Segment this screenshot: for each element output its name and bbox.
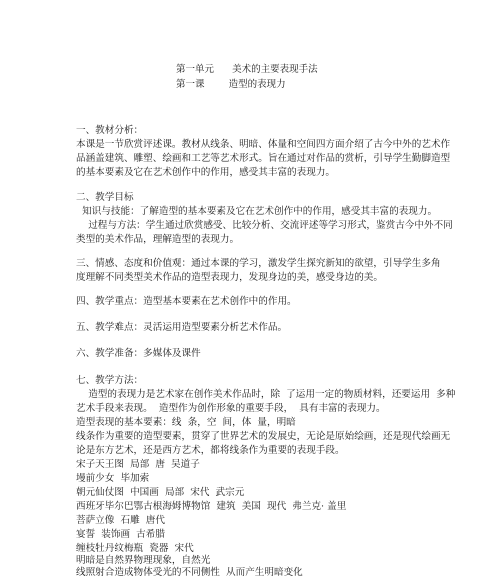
- body-line: 造型表现的基本要素：线 条，空 间，体 量，明暗: [76, 417, 296, 428]
- section-heading: 五、教学难点：灵活运用造型要素分析艺术作品。: [76, 322, 288, 333]
- list-item: 宴誓 装饰画 古希腊: [76, 529, 165, 540]
- body-line: 度理解不同类型美术作品的造型表现力，发现身边的美，感受身边的美。: [76, 272, 383, 283]
- list-item: 墁前少女 毕加索: [76, 473, 150, 484]
- body-line: 三、情感、态度和价值观：通过本课的学习，激发学生探究新知的欲望，引导学生多角: [76, 258, 441, 269]
- section-heading: 二、教学目标: [76, 192, 134, 203]
- body-line: 知识与技能：了解造型的基本要素及它在艺术创作中的作用，感受其丰富的表现力。: [76, 206, 438, 217]
- list-item: 宋子天王图 局部 唐 吴道子: [76, 459, 200, 470]
- body-line: 造型的表现力是艺术家在创作美术作品时，除 了运用一定的物质材料，还要运用 多种: [76, 389, 456, 400]
- body-line: 的基本要素及它在艺术创作中的作用，感受其丰富的表现力。: [76, 167, 336, 178]
- body-line: 本课是一节欣赏评述课。教材从线条、明暗、体量和空间四方面介绍了古今中外的艺术作: [76, 139, 451, 150]
- body-line: 过程与方法：学生通过欣赏感受、比较分析、交流评述等学习形式，鉴赏古今中外不同: [76, 220, 453, 231]
- section-heading: 六、教学准备：多媒体及课件: [76, 348, 201, 359]
- body-line: 线条作为重要的造型要素，贯穿了世界艺术的发展史，无论是原始绘画，还是现代绘画无: [76, 431, 451, 442]
- list-item: 朝元仙仗图 中国画 局部 宋代 武宗元: [76, 487, 245, 498]
- section-heading: 七、教学方法：: [76, 375, 144, 386]
- unit-title: 第一单元 美术的主要表现手法: [176, 64, 318, 75]
- list-item: 西班牙毕尔巴鄂古根海姆博物馆 建筑 美国 现代 弗兰克· 盖里: [76, 501, 347, 512]
- body-line: 艺术手段来表现。 造型作为创作形象的重要手段， 具有丰富的表现力。: [76, 403, 386, 414]
- list-item: 缠枝牡丹纹梅瓶 瓷器 宋代: [76, 543, 194, 554]
- section-heading: 四、教学重点：造型基本要素在艺术创作中的作用。: [76, 296, 297, 307]
- body-line: 论是东方艺术，还是西方艺术，都将线条作为重要的表现手段。: [76, 445, 345, 456]
- lesson-title: 第一课 造型的表现力: [176, 79, 286, 90]
- body-line: 线照射合造成物体受光的不同侧性 从而产生明暗变化: [76, 567, 303, 578]
- list-item: 菩萨立像 石雕 唐代: [76, 515, 165, 526]
- body-line: 品涵盖建筑、雕塑、绘画和工艺等艺术形式。旨在通过对作品的赏析，引导学生勤脚造型: [76, 153, 451, 164]
- body-line: 类型的美术作品，理解造型的表现力。: [76, 234, 240, 245]
- body-line: 明暗是自然界物理现象，自然光: [76, 555, 211, 566]
- section-heading: 一、教材分析：: [76, 125, 144, 136]
